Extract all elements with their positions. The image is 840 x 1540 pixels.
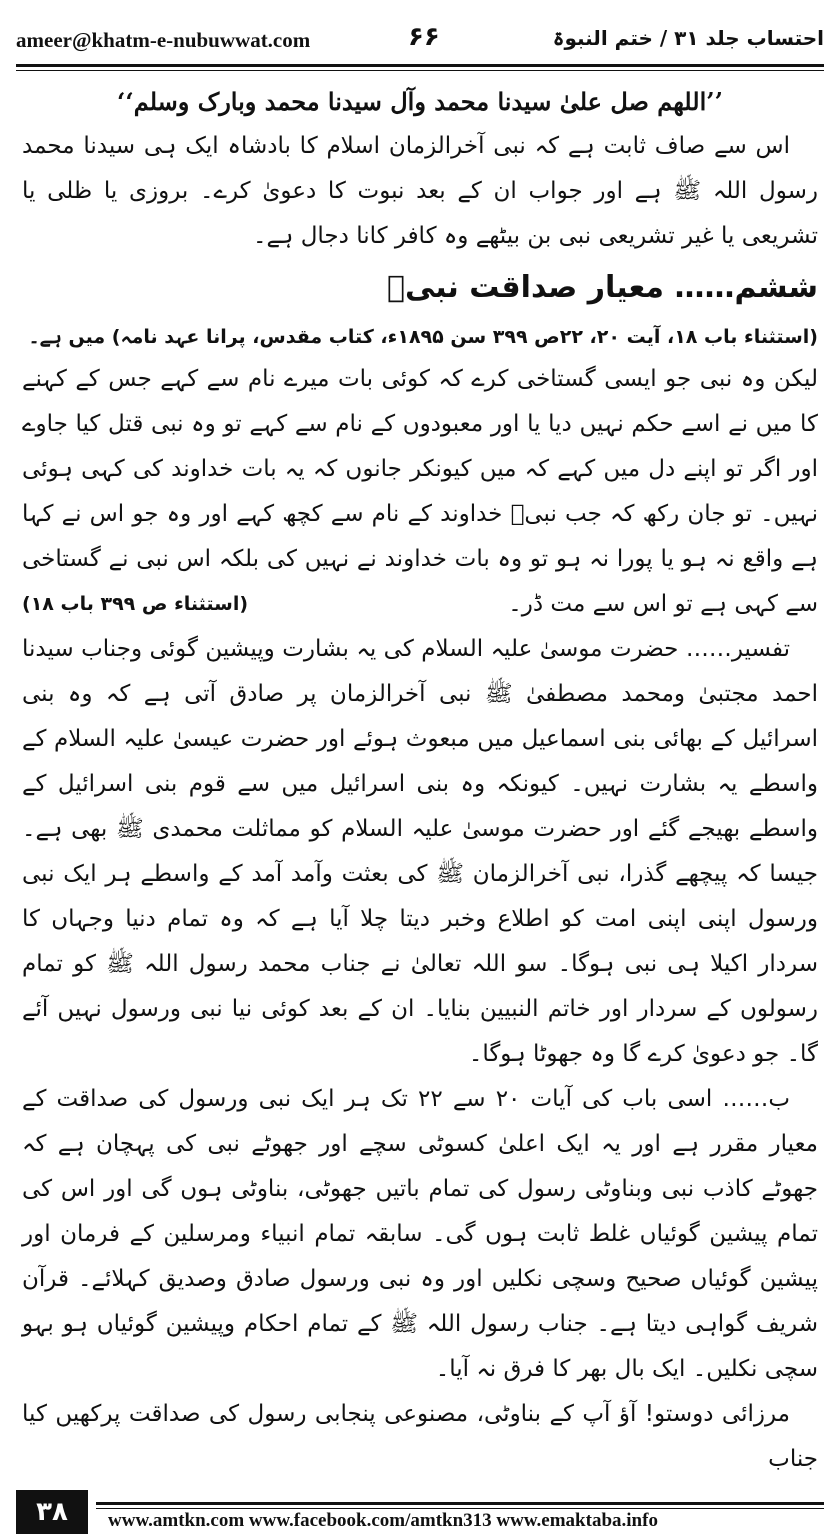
footer-rule-thin — [96, 1508, 824, 1509]
header-rule-thin — [16, 70, 824, 71]
header-rule — [16, 64, 824, 67]
section-heading: ششم…… معیار صداقت نبیؑ — [386, 270, 818, 305]
header-email[interactable]: ameer@khatm-e-nubuwwat.com — [16, 28, 311, 52]
paragraph-2 — [22, 357, 818, 627]
paragraph-2-reference: (استثناء ص ۳۹۹ باب ۱۸) — [22, 593, 249, 615]
footer-links[interactable]: www.amtkn.com www.facebook.com/amtkn313 www.emaktaba.info — [108, 1510, 658, 1531]
reference-line: (استثناء باب ۱۸، آیت ۲۰، ۲۲ص ۳۹۹ سن ۱۸۹۵ء، کتاب مقدس، پرانا عہد نامہ) میں ہے۔ — [28, 326, 818, 348]
paragraph-3: تفسیر…… حضرت موسیٰ علیہ السلام کی یہ بشارت وپیشین گوئی وجناب سیدنا احمد مجتبیٰ ومحمد مصطفیٰ ﷺ نبی آخرالزمان پر صادق آتی ہے کہ وہ بنی اسرائیل کے بھائی بنی اسماعیل میں مبعوث ہوئے اور حضرت عیسیٰ علیہ السلام کے واسطے یہ بشارت نہیں۔ کیونکہ وہ بنی اسرائیل میں سے قوم بنی اسرائیل کے واسطے بھیجے گئے اور حضرت موسیٰ علیہ السلام کو مماثلت محمدی ﷺ بھی ہے۔ جیسا کہ پیچھے گذرا، نبی آخرالزمان ﷺ کی بعثت وآمد آمد کے واسطے ہر ایک نبی ورسول اپنی اپنی امت کو اطلاع وخبر دیتا چلا آیا ہے کہ وہ تمام دنیا وجہاں کا سردار اکیلا ہی نبی ہوگا۔ سو اللہ تعالیٰ نے جناب محمد رسول اللہ ﷺ کو تمام رسولوں کے سردار اور خاتم النبیین بنایا۔ ان کے بعد کوئی نیا نبی ورسول نہیں آئے گا۔ جو دعویٰ کرے گا وہ جھوٹا ہوگا۔ — [22, 636, 818, 1067]
paragraph-2-text: لیکن وہ نبی جو ایسی گستاخی کرے کہ کوئی بات میرے نام سے کہے جس کے کہنے کا میں نے اسے حکم نہیں دیا یا اور معبودوں کے نام سے کہے تو وہ نبی قتل کیا جاوے اور اگر تو اپنے دل میں کہے کہ میں کیونکر جانوں کہ یہ بات خداوند کی کہی ہوئی نہیں۔ تو جان رکھ کہ جب نبیؑ خداوند کے نام سے کچھ کہے اور وہ جو اس نے کہا ہے واقع نہ ہو یا پورا نہ ہو تو وہ بات خداوند نے نہیں کی بلکہ اس نبی نے گستاخی سے کہی ہے تو اس سے مت ڈر۔ — [22, 366, 818, 617]
paragraph-4: ب…… اسی باب کی آیات ۲۰ سے ۲۲ تک ہر ایک نبی ورسول کی صداقت کے معیار مقرر ہے اور یہ ایک اعلیٰ کسوٹی سچے اور جھوٹے نبی کی پہچان ہے کہ جھوٹے کاذب نبی وبناوٹی رسول کی تمام باتیں جھوٹی، بناوٹی ہوں گی اور اس کی تمام پیشین گوئیاں غلط ثابت ہوں گی۔ سابقہ تمام انبیاء ومرسلین کے فرمان اور پیشین گوئیاں صحیح وسچی نکلیں اور وہ نبی ورسول صادق وصدیق کہلائے۔ قرآن شریف گواہی دیتا ہے۔ جناب رسول اللہ ﷺ کے تمام احکام وپیشین گوئیاں ہو بہو سچی نکلیں۔ ایک بال بھر کا فرق نہ آیا۔ — [22, 1086, 818, 1382]
header-page-number: ۶۶ — [408, 22, 440, 52]
darood-line: ’’اللھم صل علیٰ سیدنا محمد وآل سیدنا محمد وبارک وسلم‘‘ — [117, 87, 723, 116]
page-body — [22, 80, 818, 1482]
footer-page-number: ۳۸ — [16, 1490, 88, 1534]
header-book-title: احتساب جلد ۳۱ / ختم النبوۃ — [552, 26, 824, 50]
paragraph-5: مرزائی دوستو! آؤ آپ کے بناوٹی، مصنوعی پنجابی رسول کی صداقت پرکھیں کیا جناب — [22, 1401, 818, 1472]
paragraph-1: اس سے صاف ثابت ہے کہ نبی آخرالزمان اسلام کا بادشاہ ایک ہی سیدنا محمد رسول اللہ ﷺ ہے اور جواب ان کے بعد نبوت کا دعویٰ کرے۔ بروزی یا ظلی یا تشریعی یا غیر تشریعی نبی بن بیٹھے وہ کافر کانا دجال ہے۔ — [22, 133, 818, 249]
footer-rule — [96, 1502, 824, 1505]
page-footer — [16, 1490, 824, 1536]
page-header — [16, 22, 824, 58]
